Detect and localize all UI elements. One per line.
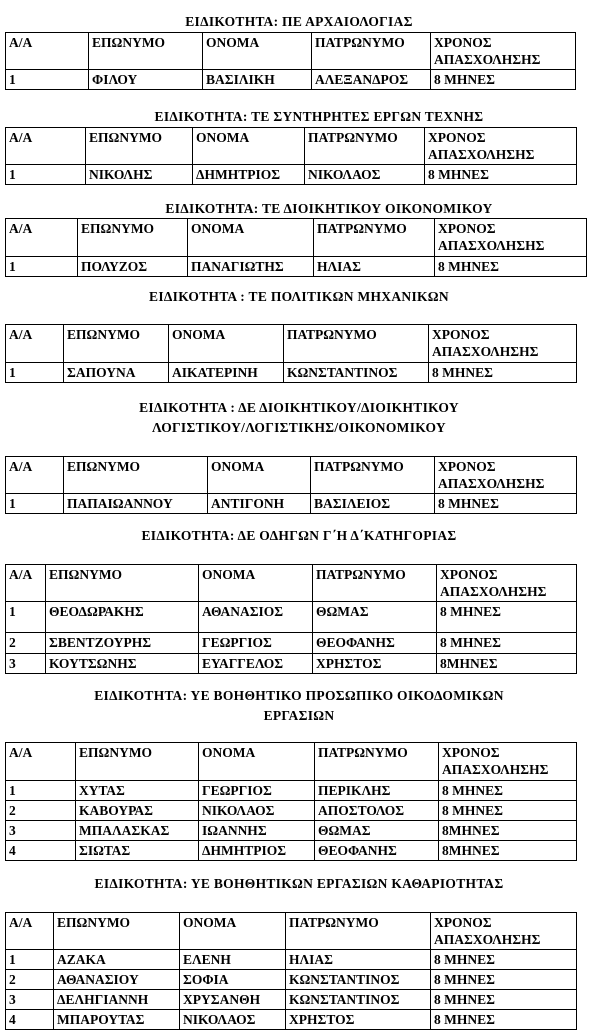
column-header: ΧΡΟΝΟΣ ΑΠΑΣΧΟΛΗΣΗΣ	[425, 128, 577, 165]
column-header: ΟΝΟΜΑ	[203, 33, 312, 70]
column-header: Α/Α	[6, 565, 46, 602]
column-header: ΧΡΟΝΟΣ ΑΠΑΣΧΟΛΗΣΗΣ	[431, 913, 577, 950]
table-cell: ΠΑΠΑΙΩΑΝΝΟΥ	[64, 494, 208, 514]
table-cell: ΚΩΝΣΤΑΝΤΙΝΟΣ	[284, 363, 429, 383]
column-header: ΕΠΩΝΥΜΟ	[86, 128, 193, 165]
table-cell: ΘΩΜΑΣ	[313, 602, 437, 633]
section-title: ΕΙΔΙΚΟΤΗΤΑ: ΥΕ ΒΟΗΘΗΤΙΚΟ ΠΡΟΣΩΠΙΚΟ ΟΙΚΟΔΟΜΙΚΩΝ	[94, 688, 504, 703]
column-header: ΟΝΟΜΑ	[199, 743, 315, 781]
table-cell: 8 ΜΗΝΕΣ	[431, 1010, 577, 1030]
table-cell: 1	[6, 363, 64, 383]
table-cell: 8 ΜΗΝΕΣ	[435, 494, 577, 514]
column-header: ΟΝΟΜΑ	[199, 565, 313, 602]
table-cell: ΧΡΥΣΑΝΘΗ	[180, 990, 286, 1010]
section-title: ΛΟΓΙΣΤΙΚΟΥ/ΛΟΓΙΣΤΙΚΗΣ/ΟΙΚΟΝΟΜΙΚΟΥ	[152, 420, 446, 435]
table-cell: ΝΙΚΟΛΑΟΣ	[199, 801, 315, 821]
column-header: ΠΑΤΡΩΝΥΜΟ	[313, 565, 437, 602]
column-header: ΟΝΟΜΑ	[169, 325, 284, 363]
section-title: ΕΡΓΑΣΙΩΝ	[263, 708, 335, 723]
table-cell: 8 ΜΗΝΕΣ	[439, 801, 577, 821]
table-row	[6, 257, 587, 277]
column-header: Α/Α	[6, 219, 78, 257]
table-cell: ΔΗΜΗΤΡΙΟΣ	[199, 841, 315, 861]
column-header: Α/Α	[6, 743, 76, 781]
table-cell: 8 ΜΗΝΕΣ	[431, 990, 577, 1010]
table-header-row	[6, 128, 577, 165]
table-cell: ΑΠΟΣΤΟΛΟΣ	[315, 801, 439, 821]
table-cell: 3	[6, 821, 76, 841]
table-cell: 1	[6, 950, 54, 970]
column-header: ΟΝΟΜΑ	[180, 913, 286, 950]
table-header-row	[6, 743, 577, 781]
column-header: ΧΡΟΝΟΣ ΑΠΑΣΧΟΛΗΣΗΣ	[431, 33, 576, 70]
table-cell: 8 ΜΗΝΕΣ	[437, 633, 577, 654]
table-header-row	[6, 325, 577, 363]
table-cell: ΜΠΑΡΟΥΤΑΣ	[54, 1010, 180, 1030]
column-header: ΕΠΩΝΥΜΟ	[64, 457, 208, 494]
table-cell: 8ΜΗΝΕΣ	[437, 654, 577, 674]
table-cell: 8 ΜΗΝΕΣ	[431, 950, 577, 970]
table-cell: 8 ΜΗΝΕΣ	[439, 781, 577, 801]
table-cell: ΚΟΥΤΣΩΝΗΣ	[46, 654, 199, 674]
staff-table	[5, 456, 577, 514]
column-header: ΠΑΤΡΩΝΥΜΟ	[305, 128, 425, 165]
column-header: Α/Α	[6, 325, 64, 363]
table-cell: 1	[6, 602, 46, 633]
table-cell: ΑΘΑΝΑΣΙΟΣ	[199, 602, 313, 633]
table-row	[6, 781, 577, 801]
table-cell: ΝΙΚΟΛΑΟΣ	[180, 1010, 286, 1030]
table-cell: 3	[6, 654, 46, 674]
table-header-row	[6, 219, 587, 257]
table-cell: 8 ΜΗΝΕΣ	[431, 70, 576, 90]
table-cell: ΣΒΕΝΤΖΟΥΡΗΣ	[46, 633, 199, 654]
table-cell: ΧΡΗΣΤΟΣ	[313, 654, 437, 674]
table-row	[6, 841, 577, 861]
table-row	[6, 1010, 577, 1030]
column-header: ΠΑΤΡΩΝΥΜΟ	[315, 743, 439, 781]
staff-table	[5, 324, 577, 383]
table-cell: 1	[6, 781, 76, 801]
table-cell: ΝΙΚΟΛΗΣ	[86, 165, 193, 185]
column-header: ΧΡΟΝΟΣ ΑΠΑΣΧΟΛΗΣΗΣ	[437, 565, 577, 602]
staff-table	[5, 127, 577, 185]
staff-table	[5, 32, 576, 90]
section-title: ΕΙΔΙΚΟΤΗΤΑ : ΤΕ ΠΟΛΙΤΙΚΩΝ ΜΗΧΑΝΙΚΩΝ	[149, 289, 449, 304]
table-cell: 1	[6, 494, 64, 514]
table-cell: ΚΩΝΣΤΑΝΤΙΝΟΣ	[286, 990, 431, 1010]
table-row	[6, 990, 577, 1010]
staff-table	[5, 564, 577, 674]
column-header: ΕΠΩΝΥΜΟ	[78, 219, 188, 257]
section-title: ΕΙΔΙΚΟΤΗΤΑ: ΤΕ ΣΥΝΤΗΡΗΤΕΣ ΕΡΓΩΝ ΤΕΧΝΗΣ	[154, 109, 484, 124]
column-header: ΧΡΟΝΟΣ ΑΠΑΣΧΟΛΗΣΗΣ	[435, 219, 587, 257]
table-row	[6, 821, 577, 841]
table-cell: ΧΡΗΣΤΟΣ	[286, 1010, 431, 1030]
table-cell: ΔΗΜΗΤΡΙΟΣ	[193, 165, 305, 185]
table-cell: ΘΕΟΦΑΝΗΣ	[313, 633, 437, 654]
column-header: ΧΡΟΝΟΣ ΑΠΑΣΧΟΛΗΣΗΣ	[429, 325, 577, 363]
table-cell: 8ΜΗΝΕΣ	[439, 841, 577, 861]
table-cell: ΣΟΦΙΑ	[180, 970, 286, 990]
column-header: ΕΠΩΝΥΜΟ	[64, 325, 169, 363]
table-cell: ΑΖΑΚΑ	[54, 950, 180, 970]
table-cell: ΦΙΛΟΥ	[89, 70, 203, 90]
column-header: Α/Α	[6, 128, 86, 165]
table-cell: 3	[6, 990, 54, 1010]
column-header: Α/Α	[6, 33, 89, 70]
table-cell: ΘΕΟΦΑΝΗΣ	[315, 841, 439, 861]
table-cell: ΚΩΝΣΤΑΝΤΙΝΟΣ	[286, 970, 431, 990]
table-row	[6, 950, 577, 970]
column-header: ΠΑΤΡΩΝΥΜΟ	[312, 33, 431, 70]
table-cell: 2	[6, 801, 76, 821]
column-header: ΟΝΟΜΑ	[193, 128, 305, 165]
column-header: ΕΠΩΝΥΜΟ	[89, 33, 203, 70]
table-cell: 1	[6, 70, 89, 90]
staff-table	[5, 218, 587, 277]
section-title: ΕΙΔΙΚΟΤΗΤΑ : ΔΕ ΔΙΟΙΚΗΤΙΚΟΥ/ΔΙΟΙΚΗΤΙΚΟΥ	[139, 400, 459, 415]
table-cell: ΓΕΩΡΓΙΟΣ	[199, 633, 313, 654]
table-header-row	[6, 565, 577, 602]
table-cell: 8ΜΗΝΕΣ	[439, 821, 577, 841]
table-cell: ΝΙΚΟΛΑΟΣ	[305, 165, 425, 185]
table-cell: ΗΛΙΑΣ	[286, 950, 431, 970]
table-row	[6, 602, 577, 633]
table-cell: ΙΩΑΝΝΗΣ	[199, 821, 315, 841]
table-cell: 2	[6, 970, 54, 990]
column-header: ΕΠΩΝΥΜΟ	[46, 565, 199, 602]
table-cell: ΠΟΛΥΖΟΣ	[78, 257, 188, 277]
table-cell: 8 ΜΗΝΕΣ	[425, 165, 577, 185]
table-cell: 1	[6, 257, 78, 277]
table-cell: ΠΑΝΑΓΙΩΤΗΣ	[188, 257, 314, 277]
table-row	[6, 633, 577, 654]
table-cell: ΒΑΣΙΛΕΙΟΣ	[311, 494, 435, 514]
column-header: ΠΑΤΡΩΝΥΜΟ	[314, 219, 435, 257]
column-header: Α/Α	[6, 457, 64, 494]
table-cell: 4	[6, 841, 76, 861]
column-header: Α/Α	[6, 913, 54, 950]
table-cell: ΑΝΤΙΓΟΝΗ	[208, 494, 311, 514]
table-header-row	[6, 33, 576, 70]
table-header-row	[6, 457, 577, 494]
column-header: ΟΝΟΜΑ	[208, 457, 311, 494]
table-cell: 2	[6, 633, 46, 654]
table-cell: ΘΕΟΔΩΡΑΚΗΣ	[46, 602, 199, 633]
table-cell: ΜΠΑΛΑΣΚΑΣ	[76, 821, 199, 841]
table-cell: 4	[6, 1010, 54, 1030]
table-cell: 8 ΜΗΝΕΣ	[429, 363, 577, 383]
staff-table	[5, 912, 577, 1030]
column-header: ΧΡΟΝΟΣ ΑΠΑΣΧΟΛΗΣΗΣ	[439, 743, 577, 781]
table-cell: ΑΛΕΞΑΝΔΡΟΣ	[312, 70, 431, 90]
column-header: ΠΑΤΡΩΝΥΜΟ	[284, 325, 429, 363]
section-title: ΕΙΔΙΚΟΤΗΤΑ: ΠΕ ΑΡΧΑΙΟΛΟΓΙΑΣ	[185, 14, 413, 29]
table-cell: ΠΕΡΙΚΛΗΣ	[315, 781, 439, 801]
table-cell: ΣΙΩΤΑΣ	[76, 841, 199, 861]
table-cell: 8 ΜΗΝΕΣ	[431, 970, 577, 990]
table-cell: ΣΑΠΟΥΝΑ	[64, 363, 169, 383]
column-header: ΠΑΤΡΩΝΥΜΟ	[286, 913, 431, 950]
table-row	[6, 363, 577, 383]
section-title: ΕΙΔΙΚΟΤΗΤΑ: ΔΕ ΟΔΗΓΩΝ Γ΄Η Δ΄ΚΑΤΗΓΟΡΙΑΣ	[141, 528, 457, 543]
table-cell: ΕΥΑΓΓΕΛΟΣ	[199, 654, 313, 674]
table-cell: ΒΑΣΙΛΙΚΗ	[203, 70, 312, 90]
section-title: ΕΙΔΙΚΟΤΗΤΑ: ΤΕ ΔΙΟΙΚΗΤΙΚΟΥ ΟΙΚΟΝΟΜΙΚΟΥ	[165, 201, 493, 216]
table-cell: ΘΩΜΑΣ	[315, 821, 439, 841]
table-cell: ΔΕΛΗΓΙΑΝΝΗ	[54, 990, 180, 1010]
column-header: ΟΝΟΜΑ	[188, 219, 314, 257]
table-cell: ΑΙΚΑΤΕΡΙΝΗ	[169, 363, 284, 383]
column-header: ΧΡΟΝΟΣ ΑΠΑΣΧΟΛΗΣΗΣ	[435, 457, 577, 494]
table-row	[6, 70, 576, 90]
table-cell: 8 ΜΗΝΕΣ	[437, 602, 577, 633]
table-cell: ΧΥΤΑΣ	[76, 781, 199, 801]
table-cell: ΑΘΑΝΑΣΙΟΥ	[54, 970, 180, 990]
table-row	[6, 654, 577, 674]
staff-table	[5, 742, 577, 861]
table-cell: ΗΛΙΑΣ	[314, 257, 435, 277]
table-row	[6, 970, 577, 990]
column-header: ΠΑΤΡΩΝΥΜΟ	[311, 457, 435, 494]
table-cell: 1	[6, 165, 86, 185]
table-header-row	[6, 913, 577, 950]
table-row	[6, 165, 577, 185]
table-cell: ΓΕΩΡΓΙΟΣ	[199, 781, 315, 801]
section-title: ΕΙΔΙΚΟΤΗΤΑ: ΥΕ ΒΟΗΘΗΤΙΚΩΝ ΕΡΓΑΣΙΩΝ ΚΑΘΑΡΙΟΤΗΤΑΣ	[94, 876, 504, 891]
table-row	[6, 801, 577, 821]
table-cell: 8 ΜΗΝΕΣ	[435, 257, 587, 277]
column-header: ΕΠΩΝΥΜΟ	[76, 743, 199, 781]
column-header: ΕΠΩΝΥΜΟ	[54, 913, 180, 950]
table-row	[6, 494, 577, 514]
table-cell: ΕΛΕΝΗ	[180, 950, 286, 970]
table-cell: ΚΑΒΟΥΡΑΣ	[76, 801, 199, 821]
